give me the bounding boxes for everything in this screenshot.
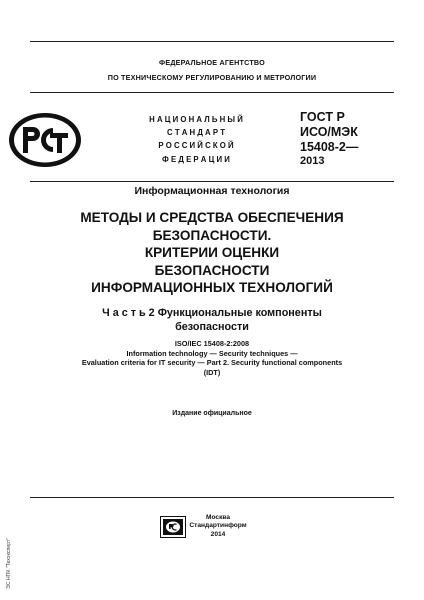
part-label: Ч а с т ь [102,307,146,319]
designation-line-4: 2013 [300,155,325,168]
standard-designation [300,110,358,169]
header-rule [30,92,394,93]
gost-r-emblem-icon [6,111,84,169]
standard-type-line-3: Р О С С И Й С К О Й [158,141,234,151]
category: Информационная технология [134,185,290,197]
part-number: 2 [148,307,155,319]
designation-line-3: 15408-2— [300,139,359,154]
title-line-4: БЕЗОПАСНОСТИ [154,262,270,278]
edition: Издание официальное [172,410,252,417]
bottom-rule [30,497,394,498]
agency-name-2 [30,73,394,82]
part-name-1: Функциональные компоненты [157,307,322,319]
agency-line-2: ПО ТЕХНИЧЕСКОМУ РЕГУЛИРОВАНИЮ И МЕТРОЛОГИИ [107,73,317,82]
standard-type-line-2: С Т А Н Д А Р Т [167,128,225,138]
iso-code: ISO/IEC 15408-2:2008 [174,339,250,348]
standartinform-logo-icon [160,516,186,538]
title-line-2: БЕЗОПАСНОСТИ. [152,227,272,243]
agency-line-1: ФЕДЕРАЛЬНОЕ АГЕНТСТВО [159,58,265,67]
international-reference [30,339,394,377]
iso-title-line-2: Evaluation criteria for IT security — Part 2. Security functional components [81,358,343,368]
agency-name [30,58,394,67]
part-name-2: безопасности [175,321,249,333]
designation-line-1: ГОСТ Р [300,110,345,124]
designation-line-2: ИСО/МЭК [300,124,358,139]
section-rule [30,181,394,182]
iso-title-line-3: (IDT) [203,367,221,377]
top-rule [30,41,394,42]
side-text: ЭС НПК "Техэксперт" [6,537,12,589]
part-heading [30,306,394,334]
publisher-year: 2014 [210,530,226,538]
standard-type-line-1: Н А Ц И О Н А Л Ь Н Ы Й [149,115,243,124]
standard-type-line-4: Ф Е Д Е Р А Ц И И [162,154,230,164]
side-watermark [6,515,16,590]
title-line-3: КРИТЕРИИ ОЦЕНКИ [144,245,280,260]
publisher [188,514,248,539]
publisher-city: Москва [205,514,231,521]
document-title [30,209,394,297]
iso-title-line-1: Information technology — Security techniques — [126,348,298,358]
publisher-name: Стандартинформ [189,522,247,530]
title-line-1: МЕТОДЫ И СРЕДСТВА ОБЕСПЕЧЕНИЯ [80,210,344,225]
title-line-5: ИНФОРМАЦИОННЫХ ТЕХНОЛОГИЙ [91,280,333,295]
standard-type [130,113,262,166]
